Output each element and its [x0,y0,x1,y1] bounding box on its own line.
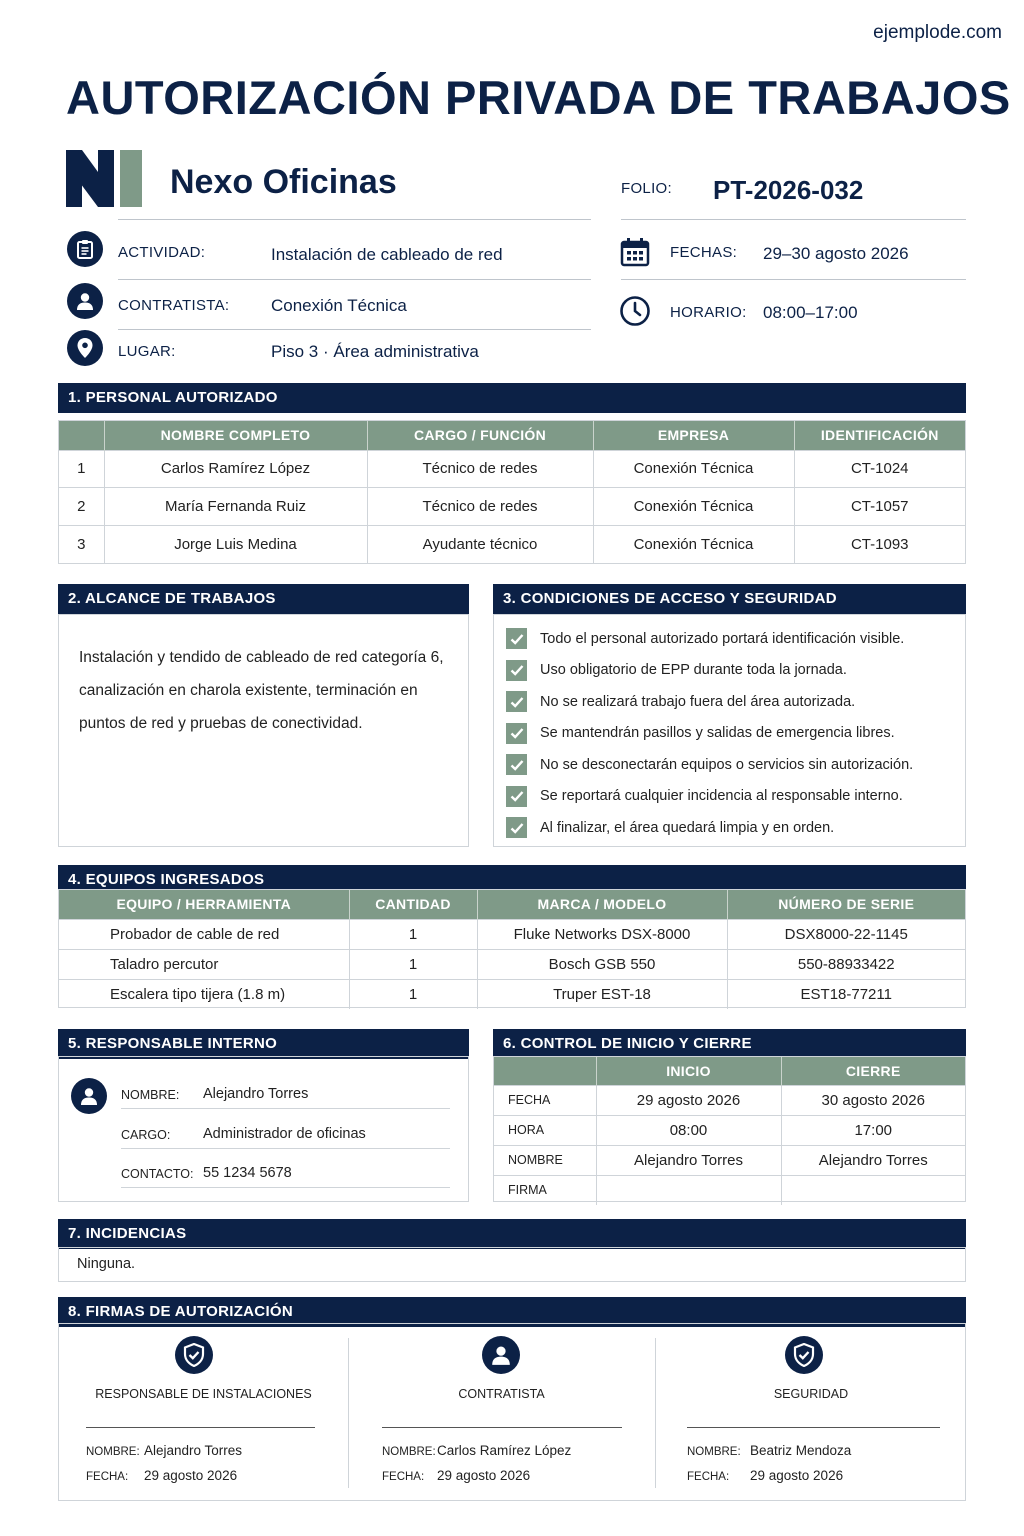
table-cell: Alejandro Torres [596,1145,781,1175]
table-cell: 1 [349,919,477,949]
section-incidencias-heading: 7. INCIDENCIAS [58,1219,966,1249]
table-cell: 2 [59,488,104,526]
table-cell: Técnico de redes [367,450,593,488]
table-cell: Alejandro Torres [781,1145,965,1175]
condicion-item [506,749,955,781]
firma-nombre: Beatriz Mendoza [750,1443,852,1458]
control-table [493,1056,966,1202]
condicion-item [506,655,955,687]
column-header: EMPRESA [593,421,794,450]
condicion-item [506,686,955,718]
table-cell: CT-1093 [794,525,965,563]
condicion-item [506,781,955,813]
clipboard-icon [67,231,103,267]
folio-value: PT-2026-032 [713,175,864,205]
column-header: EQUIPO / HERRAMIENTA [59,890,349,919]
column-header [494,1057,596,1085]
table-cell: Jorge Luis Medina [104,525,367,563]
table-cell: Conexión Técnica [593,525,794,563]
section-firmas-heading: 8. FIRMAS DE AUTORIZACIÓN [58,1297,966,1327]
section-personal-heading: 1. PERSONAL AUTORIZADO [58,383,966,413]
table-row [59,919,965,949]
folio-label: FOLIO: [621,180,672,197]
firma-fecha: 29 agosto 2026 [437,1468,531,1483]
fechas-value: 29–30 agosto 2026 [763,244,909,263]
table-cell: Ayudante técnico [367,525,593,563]
table-row [59,450,965,488]
table-cell: FIRMA [494,1175,596,1205]
user-icon [482,1336,520,1374]
firma-nombre: Carlos Ramírez López [437,1443,572,1458]
fechas-label: FECHAS: [670,244,738,261]
table-cell: NOMBRE [494,1145,596,1175]
table-row [494,1115,965,1145]
site-url: ejemplode.com [873,22,1002,43]
condicion-item [506,718,955,750]
table-cell: FECHA [494,1085,596,1115]
checkbox-checked-icon [506,660,527,681]
column-header: CANTIDAD [349,890,477,919]
condicion-text: Uso obligatorio de EPP durante toda la jornada. [540,662,847,679]
firma-seguridad [655,1324,967,1500]
personal-table [58,420,966,564]
user-icon [71,1078,107,1114]
alcance-text: Instalación y tendido de cableado de red categoría 6, canalización en charola existente, terminación en puntos de red y pruebas de conectividad. [79,649,444,732]
checkbox-checked-icon [506,723,527,744]
table-cell: Bosch GSB 550 [477,949,727,979]
condicion-text: Se reportará cualquier incidencia al responsable interno. [540,788,903,805]
column-header: NOMBRE COMPLETO [104,421,367,450]
table-cell: 29 agosto 2026 [596,1085,781,1115]
section-alcance-heading: 2. ALCANCE DE TRABAJOS [58,584,469,614]
table-cell: 1 [349,979,477,1009]
section-control-heading: 6. CONTROL DE INICIO Y CIERRE [493,1029,966,1059]
calendar-icon [617,234,653,270]
table-cell: 17:00 [781,1115,965,1145]
firma-role: CONTRATISTA [458,1387,545,1401]
condicion-text: No se realizará trabajo fuera del área autorizada. [540,693,856,710]
condiciones-box [493,614,966,847]
responsable-contacto-row [121,1148,450,1188]
column-header: CIERRE [781,1057,965,1085]
actividad-label: ACTIVIDAD: [118,244,206,261]
firma-nombre-label: NOMBRE: [687,1446,741,1458]
location-pin-icon [67,330,103,366]
table-cell [596,1175,781,1205]
condicion-item [506,623,955,655]
condicion-item [506,812,955,844]
table-cell: 1 [59,450,104,488]
table-row [59,488,965,526]
table-cell: HORA [494,1115,596,1145]
checkbox-checked-icon [506,691,527,712]
firma-nombre: Alejandro Torres [144,1443,243,1458]
table-cell: Técnico de redes [367,488,593,526]
table-cell: 30 agosto 2026 [781,1085,965,1115]
checkbox-checked-icon [506,817,527,838]
lugar-label: LUGAR: [118,343,176,360]
table-cell: 08:00 [596,1115,781,1145]
firma-nombre-label: NOMBRE: [86,1446,140,1458]
signature-line [86,1427,315,1428]
company-logo [66,150,142,207]
incidencias-text: Ninguna. [77,1256,136,1272]
column-header: NÚMERO DE SERIE [727,890,965,919]
column-header [59,421,104,450]
checkbox-checked-icon [506,786,527,807]
contratista-label: CONTRATISTA: [118,297,230,314]
table-cell: Conexión Técnica [593,450,794,488]
table-cell: Truper EST-18 [477,979,727,1009]
table-cell: Taladro percutor [59,949,349,979]
responsable-cargo-row [121,1109,450,1149]
lugar-value: Piso 3 · Área administrativa [271,342,479,361]
responsable-box [58,1056,469,1202]
alcance-box [58,614,469,847]
firma-fecha: 29 agosto 2026 [144,1468,238,1483]
condicion-text: Todo el personal autorizado portará identificación visible. [540,630,905,647]
responsable-contacto-label: CONTACTO: [121,1167,194,1181]
table-cell: Carlos Ramírez López [104,450,367,488]
table-cell: Escalera tipo tijera (1.8 m) [59,979,349,1009]
table-row [59,949,965,979]
table-row [494,1175,965,1205]
responsable-cargo-label: CARGO: [121,1128,171,1142]
table-row [494,1085,965,1115]
table-cell: 1 [349,949,477,979]
table-cell: 550-88933422 [727,949,965,979]
table-cell [781,1175,965,1205]
firma-role: RESPONSABLE DE INSTALACIONES [95,1387,312,1401]
firma-contratista [348,1324,655,1500]
condicion-text: Al finalizar, el área quedará limpia y en orden. [540,819,835,836]
responsable-contacto: 55 1234 5678 [203,1165,292,1181]
signature-line [382,1427,622,1428]
firmas-box [58,1323,966,1501]
firma-role: SEGURIDAD [773,1387,849,1401]
incidencias-box [58,1247,966,1282]
contratista-value: Conexión Técnica [271,296,407,315]
section-condiciones-heading: 3. CONDICIONES DE ACCESO Y SEGURIDAD [493,584,966,614]
firma-instalaciones [59,1324,348,1500]
column-header: IDENTIFICACIÓN [794,421,965,450]
responsable-nombre: Alejandro Torres [203,1086,309,1102]
table-row [59,979,965,1009]
responsable-nombre-label: NOMBRE: [121,1088,180,1102]
table-cell: Conexión Técnica [593,488,794,526]
section-responsable-heading: 5. RESPONSABLE INTERNO [58,1029,469,1059]
condicion-text: Se mantendrán pasillos y salidas de emergencia libres. [540,725,895,742]
table-cell: DSX8000-22-1145 [727,919,965,949]
clock-icon [617,293,653,329]
shield-check-icon [785,1336,823,1374]
firma-fecha-label: FECHA: [86,1471,129,1483]
horario-value: 08:00–17:00 [763,303,858,322]
responsable-nombre-row [121,1069,450,1109]
table-cell: María Fernanda Ruiz [104,488,367,526]
firma-nombre-label: NOMBRE: [382,1446,436,1458]
horario-label: HORARIO: [670,304,747,321]
table-cell: CT-1024 [794,450,965,488]
table-cell: EST18-77211 [727,979,965,1009]
document-title: AUTORIZACIÓN PRIVADA DE TRABAJOS [66,71,1011,124]
checkbox-checked-icon [506,754,527,775]
table-row [59,525,965,563]
equipos-table [58,889,966,1008]
column-header: INICIO [596,1057,781,1085]
table-cell: Probador de cable de red [59,919,349,949]
actividad-value: Instalación de cableado de red [271,245,503,264]
table-cell: CT-1057 [794,488,965,526]
table-cell: Fluke Networks DSX-8000 [477,919,727,949]
table-row [494,1145,965,1175]
company-name: Nexo Oficinas [170,163,397,201]
checkbox-checked-icon [506,628,527,649]
section-equipos-heading: 4. EQUIPOS INGRESADOS [58,865,966,895]
shield-check-icon [175,1336,213,1374]
column-header: CARGO / FUNCIÓN [367,421,593,450]
condicion-text: No se desconectarán equipos o servicios sin autorización. [540,756,914,773]
column-header: MARCA / MODELO [477,890,727,919]
firma-fecha-label: FECHA: [382,1471,425,1483]
firma-fecha: 29 agosto 2026 [750,1468,844,1483]
signature-line [687,1427,940,1428]
responsable-cargo: Administrador de oficinas [203,1126,366,1142]
user-icon [67,283,103,319]
firma-fecha-label: FECHA: [687,1471,730,1483]
table-cell: 3 [59,525,104,563]
